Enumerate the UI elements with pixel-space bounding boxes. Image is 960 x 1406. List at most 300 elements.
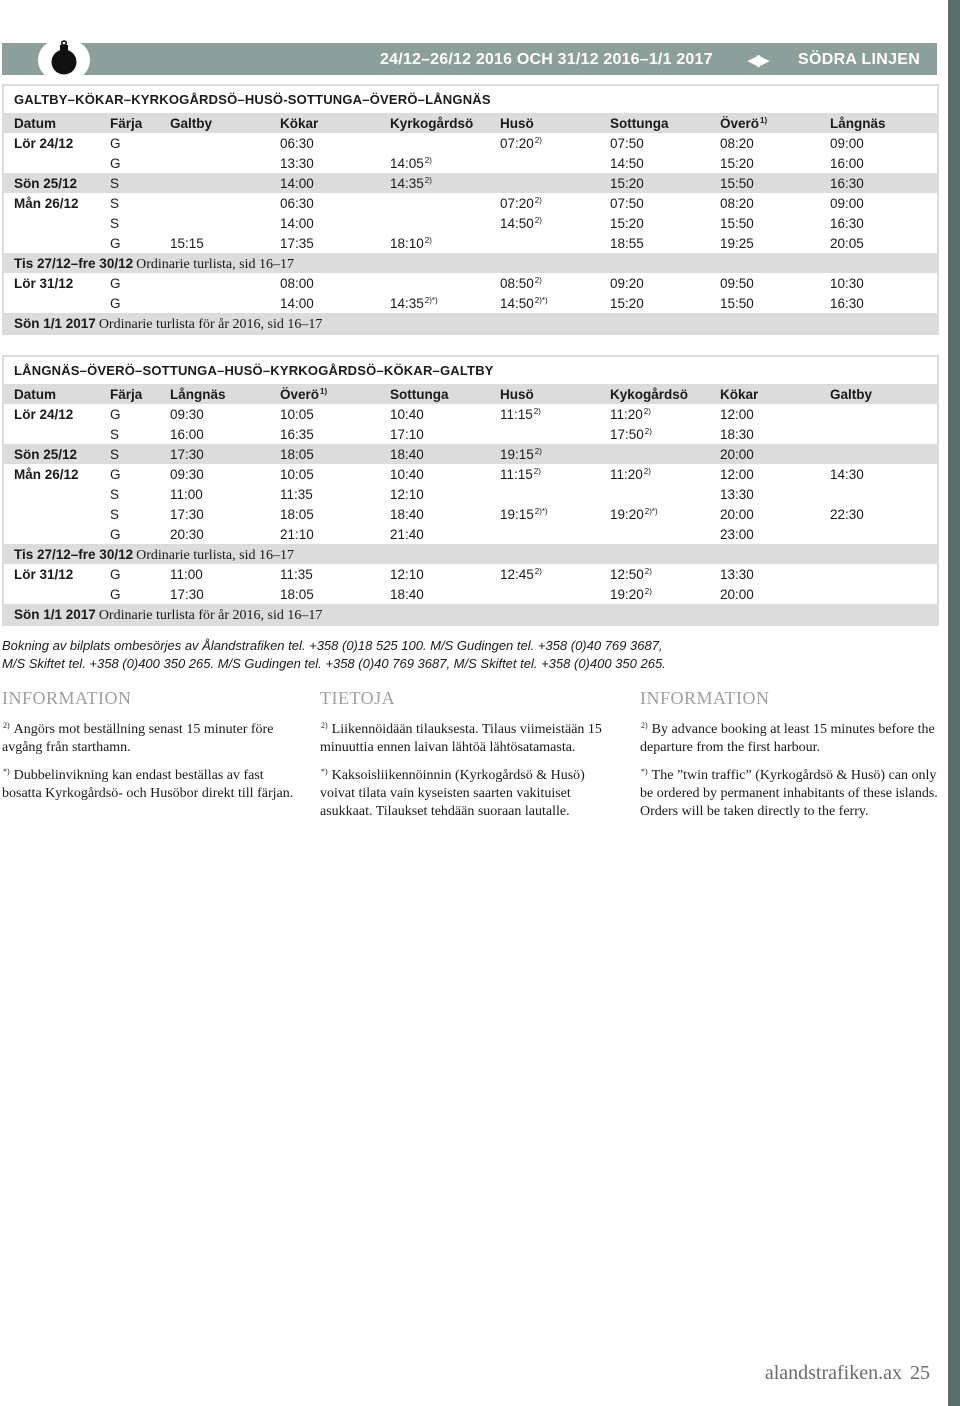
- table-cell: [170, 447, 204, 462]
- footnote-mark: 2): [534, 196, 542, 205]
- footnote-mark: 2): [533, 467, 541, 476]
- cell-value: S: [110, 216, 120, 231]
- cell-value: 09:50: [720, 276, 754, 291]
- note-row: [4, 544, 937, 564]
- footnote-mark: 2): [424, 236, 432, 245]
- cell-value: 11:20: [610, 407, 643, 422]
- column-header-label: Överö: [280, 387, 320, 402]
- note-cell: [14, 547, 294, 564]
- date-cell: [14, 196, 79, 211]
- table-cell: [720, 236, 754, 251]
- cell-value: 21:40: [390, 527, 424, 542]
- cell-value: 09:00: [830, 136, 864, 151]
- cell-value: 16:00: [830, 156, 864, 171]
- table-cell: [500, 136, 542, 151]
- table-cell: [390, 587, 424, 602]
- cell-value: 16:30: [830, 176, 864, 191]
- footnote-mark: 2): [534, 136, 542, 145]
- table-cell: [610, 467, 651, 482]
- column-header-label: Sottunga: [390, 387, 449, 402]
- info-column-finnish: [320, 688, 618, 827]
- table-cell: [110, 527, 121, 542]
- footnote-mark: 2): [533, 407, 541, 416]
- cell-value: 09:20: [610, 276, 644, 291]
- cell-value: 10:05: [280, 407, 314, 422]
- table-cell: [500, 507, 548, 522]
- table-row: [4, 293, 937, 313]
- table-body: [4, 133, 937, 333]
- timetable-langnas-galtby: [2, 355, 939, 626]
- table-cell: [280, 156, 314, 171]
- column-header: [500, 116, 534, 131]
- cell-value: 09:30: [170, 467, 204, 482]
- table-cell: [720, 407, 754, 422]
- table-cell: [720, 216, 754, 231]
- cell-value: 19:25: [720, 236, 754, 251]
- table-cell: [500, 296, 548, 311]
- footnote-mark: 2)*): [424, 296, 438, 305]
- table-cell: [110, 196, 119, 211]
- table-cell: [720, 527, 754, 542]
- cell-value: 14:50: [610, 156, 644, 171]
- cell-value: G: [110, 276, 121, 291]
- column-header: [14, 116, 56, 131]
- cell-value: 19:15: [500, 507, 534, 522]
- table-cell: [110, 407, 121, 422]
- cell-value: 08:50: [500, 276, 534, 291]
- cell-value: Lör 31/12: [14, 276, 74, 291]
- table-cell: [110, 176, 119, 191]
- footnote-mark: 2): [534, 276, 542, 285]
- table-cell: [390, 156, 432, 171]
- cell-value: 11:20: [610, 467, 643, 482]
- note-text: Ordinarie turlista för år 2016, sid 16–17: [98, 608, 323, 623]
- cell-value: 16:30: [830, 216, 864, 231]
- cell-value: 14:00: [280, 216, 314, 231]
- cell-value: Lör 31/12: [14, 567, 74, 582]
- table-cell: [720, 176, 754, 191]
- table-cell: [280, 467, 314, 482]
- footnote-mark: 1): [760, 116, 768, 125]
- cell-value: 15:20: [610, 176, 644, 191]
- cell-value: G: [110, 136, 121, 151]
- cell-value: Mån 26/12: [14, 467, 79, 482]
- cell-value: S: [110, 427, 120, 442]
- booking-note: [2, 637, 932, 673]
- date-cell: [14, 136, 73, 151]
- table-cell: [390, 407, 424, 422]
- cell-value: 11:00: [170, 567, 203, 582]
- date-cell: [14, 447, 77, 462]
- cell-value: 11:15: [500, 467, 533, 482]
- info-note: *) Kaksoisliikennöinnin (Kyrkogårdsö & Husö) voivat tilata vain kyseisten saarten vakituiset asukkaat. Tilaukset tehdään suoraan lautalle.: [320, 767, 585, 819]
- column-header: [110, 387, 142, 402]
- note-text: Ordinarie turlista, sid 16–17: [136, 548, 294, 563]
- table-cell: [110, 487, 119, 502]
- cell-value: 15:50: [720, 176, 754, 191]
- table-cell: [610, 407, 651, 422]
- cell-value: 06:30: [280, 196, 314, 211]
- column-header: [280, 387, 327, 402]
- table-cell: [280, 567, 313, 582]
- cell-value: 20:00: [720, 507, 754, 522]
- cell-value: 21:10: [280, 527, 314, 542]
- table-cell: [610, 136, 644, 151]
- cell-value: G: [110, 527, 121, 542]
- cell-value: G: [110, 156, 121, 171]
- table-cell: [170, 527, 204, 542]
- table-cell: [170, 236, 204, 251]
- column-header-label: Kökar: [280, 116, 319, 131]
- cell-value: 18:40: [390, 507, 424, 522]
- table-cell: [610, 176, 644, 191]
- table-cell: [830, 156, 864, 171]
- table-row: [4, 444, 937, 464]
- table-cell: [280, 236, 314, 251]
- cell-value: 17:35: [280, 236, 314, 251]
- table-cell: [110, 236, 121, 251]
- footnote-mark: 2): [534, 216, 542, 225]
- column-header-label: Överö: [720, 116, 760, 131]
- table-cell: [390, 296, 438, 311]
- info-note: *) Dubbelinvikning kan endast beställas av fast bosatta Kyrkogårdsö- och Husöbor direkt till färjan.: [2, 767, 294, 801]
- table-cell: [610, 507, 658, 522]
- table-row: [4, 213, 937, 233]
- column-header: [610, 116, 669, 131]
- page-number: 25: [910, 1362, 930, 1384]
- table-cell: [720, 487, 754, 502]
- table-cell: [830, 276, 864, 291]
- date-cell: [14, 407, 73, 422]
- note-cell: [14, 607, 322, 624]
- cell-value: 20:30: [170, 527, 204, 542]
- page-footer: [765, 1362, 930, 1385]
- info-heading: INFORMATION: [2, 688, 132, 708]
- column-header-label: Färja: [110, 116, 143, 131]
- cell-value: G: [110, 467, 121, 482]
- table-cell: [720, 587, 754, 602]
- date-cell: [14, 567, 73, 582]
- footnote-mark: 2): [643, 467, 651, 476]
- table-row: [4, 564, 937, 584]
- table-cell: [830, 216, 864, 231]
- table-cell: [280, 427, 314, 442]
- table-cell: [110, 587, 121, 602]
- cell-value: 16:00: [170, 427, 204, 442]
- cell-value: 19:20: [610, 507, 644, 522]
- cell-value: 20:00: [720, 587, 754, 602]
- table-row: [4, 464, 937, 484]
- footnote-mark: 2)*): [534, 296, 548, 305]
- column-header-label: Datum: [14, 387, 57, 402]
- column-header: [720, 116, 767, 131]
- table-row: [4, 193, 937, 213]
- table-cell: [720, 427, 754, 442]
- cell-value: 18:05: [280, 587, 314, 602]
- cell-value: 07:20: [500, 136, 534, 151]
- table-cell: [390, 567, 424, 582]
- cell-value: 15:50: [720, 296, 754, 311]
- cell-value: 20:00: [720, 447, 754, 462]
- table-cell: [830, 136, 864, 151]
- table-cell: [720, 567, 754, 582]
- cell-value: S: [110, 196, 120, 211]
- table-cell: [170, 467, 204, 482]
- table-cell: [170, 587, 204, 602]
- cell-value: 11:00: [170, 487, 203, 502]
- table-cell: [280, 407, 314, 422]
- cell-value: 15:20: [610, 216, 644, 231]
- table-cell: [280, 487, 313, 502]
- cell-value: 17:30: [170, 507, 204, 522]
- footnote-mark: 2): [424, 176, 432, 185]
- table-cell: [610, 196, 644, 211]
- table-cell: [720, 296, 754, 311]
- table-cell: [280, 507, 314, 522]
- info-note: $^{2)}$ By advance booking at least 15 minutes before the departure from the first harbour.: [640, 721, 935, 755]
- column-header: [170, 116, 212, 131]
- table-cell: [110, 447, 119, 462]
- cell-value: 16:35: [280, 427, 314, 442]
- table-cell: [720, 507, 754, 522]
- column-header: [830, 116, 886, 131]
- table-cell: [500, 216, 542, 231]
- cell-value: 14:30: [830, 467, 864, 482]
- cell-value: 22:30: [830, 507, 864, 522]
- table-cell: [830, 507, 864, 522]
- cell-value: 17:30: [170, 447, 204, 462]
- table-cell: [280, 176, 314, 191]
- table-cell: [610, 276, 644, 291]
- cell-value: 16:30: [830, 296, 864, 311]
- cell-value: 10:40: [390, 407, 424, 422]
- cell-value: 07:50: [610, 196, 644, 211]
- table-cell: [390, 236, 432, 251]
- note-row: [4, 313, 937, 333]
- cell-value: 13:30: [720, 487, 754, 502]
- cell-value: 17:10: [390, 427, 424, 442]
- table-row: [4, 133, 937, 153]
- table-row: [4, 424, 937, 444]
- booking-line: M/S Skiftet tel. +358 (0)400 350 265. M/S Gudingen tel. +358 (0)40 769 3687, M/S Skiftet tel. +358 (0)400 350 265.: [2, 656, 666, 671]
- note-date: Tis 27/12–fre 30/12: [14, 256, 134, 271]
- cell-value: 18:55: [610, 236, 644, 251]
- table-cell: [110, 427, 119, 442]
- table-cell: [500, 567, 542, 582]
- cell-value: 14:00: [280, 296, 314, 311]
- cell-value: 12:00: [720, 407, 754, 422]
- table-row: [4, 404, 937, 424]
- cell-value: 18:40: [390, 587, 424, 602]
- table-cell: [390, 527, 424, 542]
- column-header: [390, 387, 449, 402]
- cell-value: G: [110, 407, 121, 422]
- cell-value: 12:00: [720, 467, 754, 482]
- column-header: [170, 387, 226, 402]
- table-cell: [170, 567, 203, 582]
- table-cell: [720, 276, 754, 291]
- table-cell: [500, 407, 541, 422]
- column-header: [720, 387, 758, 402]
- footnote-mark: 2): [644, 587, 652, 596]
- column-header: [280, 116, 318, 131]
- cell-value: 19:15: [500, 447, 534, 462]
- column-header-label: Sottunga: [610, 116, 669, 131]
- table-cell: [390, 487, 424, 502]
- table-cell: [610, 296, 644, 311]
- cell-value: 23:00: [720, 527, 754, 542]
- info-heading: TIETOJA: [320, 688, 396, 708]
- note-row: [4, 253, 937, 273]
- column-header-label: Kyrkogårdsö: [390, 116, 474, 131]
- cell-value: 12:50: [610, 567, 644, 582]
- cell-value: G: [110, 236, 121, 251]
- column-header-label: Färja: [110, 387, 143, 402]
- cell-value: 18:05: [280, 507, 314, 522]
- cell-value: 18:05: [280, 447, 314, 462]
- table-cell: [720, 196, 754, 211]
- cell-value: Lör 24/12: [14, 136, 74, 151]
- cell-value: 11:15: [500, 407, 533, 422]
- column-header-label: Galtby: [830, 387, 873, 402]
- note-date: Sön 1/1 2017: [14, 607, 96, 622]
- cell-value: 15:20: [610, 296, 644, 311]
- note-date: Tis 27/12–fre 30/12: [14, 547, 134, 562]
- cell-value: Mån 26/12: [14, 196, 79, 211]
- table-row: [4, 233, 937, 253]
- note-date: Sön 1/1 2017: [14, 316, 96, 331]
- table-cell: [830, 467, 864, 482]
- cell-value: S: [110, 447, 120, 462]
- table-cell: [280, 136, 314, 151]
- header-region: SÖDRA LINJEN: [798, 51, 921, 68]
- table-cell: [170, 427, 204, 442]
- footnote-mark: 2): [643, 407, 651, 416]
- table-cell: [170, 407, 204, 422]
- table-cell: [170, 487, 203, 502]
- table-cell: [110, 507, 119, 522]
- cell-value: 07:50: [610, 136, 644, 151]
- table-cell: [500, 276, 542, 291]
- column-header-label: Långnäs: [830, 116, 886, 131]
- table-cell: [110, 567, 121, 582]
- table-cell: [500, 447, 542, 462]
- cell-value: 12:45: [500, 567, 534, 582]
- note-row: [4, 604, 937, 624]
- cell-value: S: [110, 176, 120, 191]
- column-header-label: Galtby: [170, 116, 213, 131]
- table-row: [4, 504, 937, 524]
- note-cell: [14, 256, 294, 273]
- table-body: [4, 404, 937, 624]
- nav-arrows-icon[interactable]: ◀▶: [748, 52, 768, 69]
- website-link[interactable]: alandstrafiken.ax: [764, 1362, 902, 1384]
- cell-value: 14:35: [390, 296, 424, 311]
- christmas-ornament-icon: [50, 39, 78, 77]
- cell-value: 12:10: [390, 567, 424, 582]
- info-heading: INFORMATION: [640, 688, 770, 708]
- table-row: [4, 524, 937, 544]
- table-cell: [280, 296, 314, 311]
- table-cell: [170, 507, 204, 522]
- cell-value: G: [110, 296, 121, 311]
- note-text: Ordinarie turlista för år 2016, sid 16–17: [98, 317, 323, 332]
- cell-value: 10:30: [830, 276, 864, 291]
- table-cell: [610, 216, 644, 231]
- note-text: Ordinarie turlista, sid 16–17: [136, 257, 294, 272]
- table-cell: [390, 176, 432, 191]
- note-cell: [14, 316, 322, 333]
- table-row: [4, 484, 937, 504]
- cell-value: 14:35: [390, 176, 424, 191]
- cell-value: 12:10: [390, 487, 424, 502]
- cell-value: 17:30: [170, 587, 204, 602]
- date-cell: [14, 176, 77, 191]
- table-cell: [110, 296, 121, 311]
- footnote-mark: 2): [644, 567, 652, 576]
- cell-value: 09:00: [830, 196, 864, 211]
- table-cell: [500, 467, 541, 482]
- column-header-label: Husö: [500, 387, 534, 402]
- cell-value: 08:20: [720, 196, 754, 211]
- cell-value: 17:50: [610, 427, 644, 442]
- cell-value: S: [110, 507, 120, 522]
- column-header-label: Husö: [500, 116, 534, 131]
- column-header-label: Datum: [14, 116, 57, 131]
- footnote-mark: 2): [644, 427, 652, 436]
- column-header-label: Kykogårdsö: [610, 387, 689, 402]
- cell-value: 09:30: [170, 407, 204, 422]
- table-cell: [390, 447, 424, 462]
- cell-value: 13:30: [720, 567, 754, 582]
- table-cell: [110, 276, 121, 291]
- cell-value: 11:35: [280, 487, 313, 502]
- table-row: [4, 173, 937, 193]
- header-dates: 24/12–26/12 2016 OCH 31/12 2016–1/1 2017: [380, 51, 713, 68]
- timetable-galtby-langnas: [2, 84, 939, 335]
- footnote-mark: 2): [534, 447, 542, 456]
- cell-value: 20:05: [830, 236, 864, 251]
- cell-value: 18:30: [720, 427, 754, 442]
- date-cell: [14, 276, 73, 291]
- header-bar: [2, 43, 937, 75]
- table-header-row: [4, 384, 937, 404]
- table-cell: [720, 156, 754, 171]
- column-header: [830, 387, 872, 402]
- cell-value: 14:50: [500, 216, 534, 231]
- info-column-english: [640, 688, 938, 827]
- table-cell: [390, 427, 424, 442]
- info-column-swedish: [2, 688, 300, 809]
- cell-value: 10:40: [390, 467, 424, 482]
- table-cell: [280, 527, 314, 542]
- column-header: [500, 387, 534, 402]
- table-cell: [830, 236, 864, 251]
- table-row: [4, 584, 937, 604]
- cell-value: 06:30: [280, 136, 314, 151]
- cell-value: 15:15: [170, 236, 204, 251]
- column-header: [610, 387, 688, 402]
- table-row: [4, 273, 937, 293]
- cell-value: 14:50: [500, 296, 534, 311]
- table-cell: [110, 156, 121, 171]
- cell-value: Sön 25/12: [14, 447, 78, 462]
- cell-value: 10:05: [280, 467, 314, 482]
- table-row: [4, 153, 937, 173]
- table-cell: [610, 236, 644, 251]
- table-cell: [280, 216, 314, 231]
- table-cell: [610, 156, 644, 171]
